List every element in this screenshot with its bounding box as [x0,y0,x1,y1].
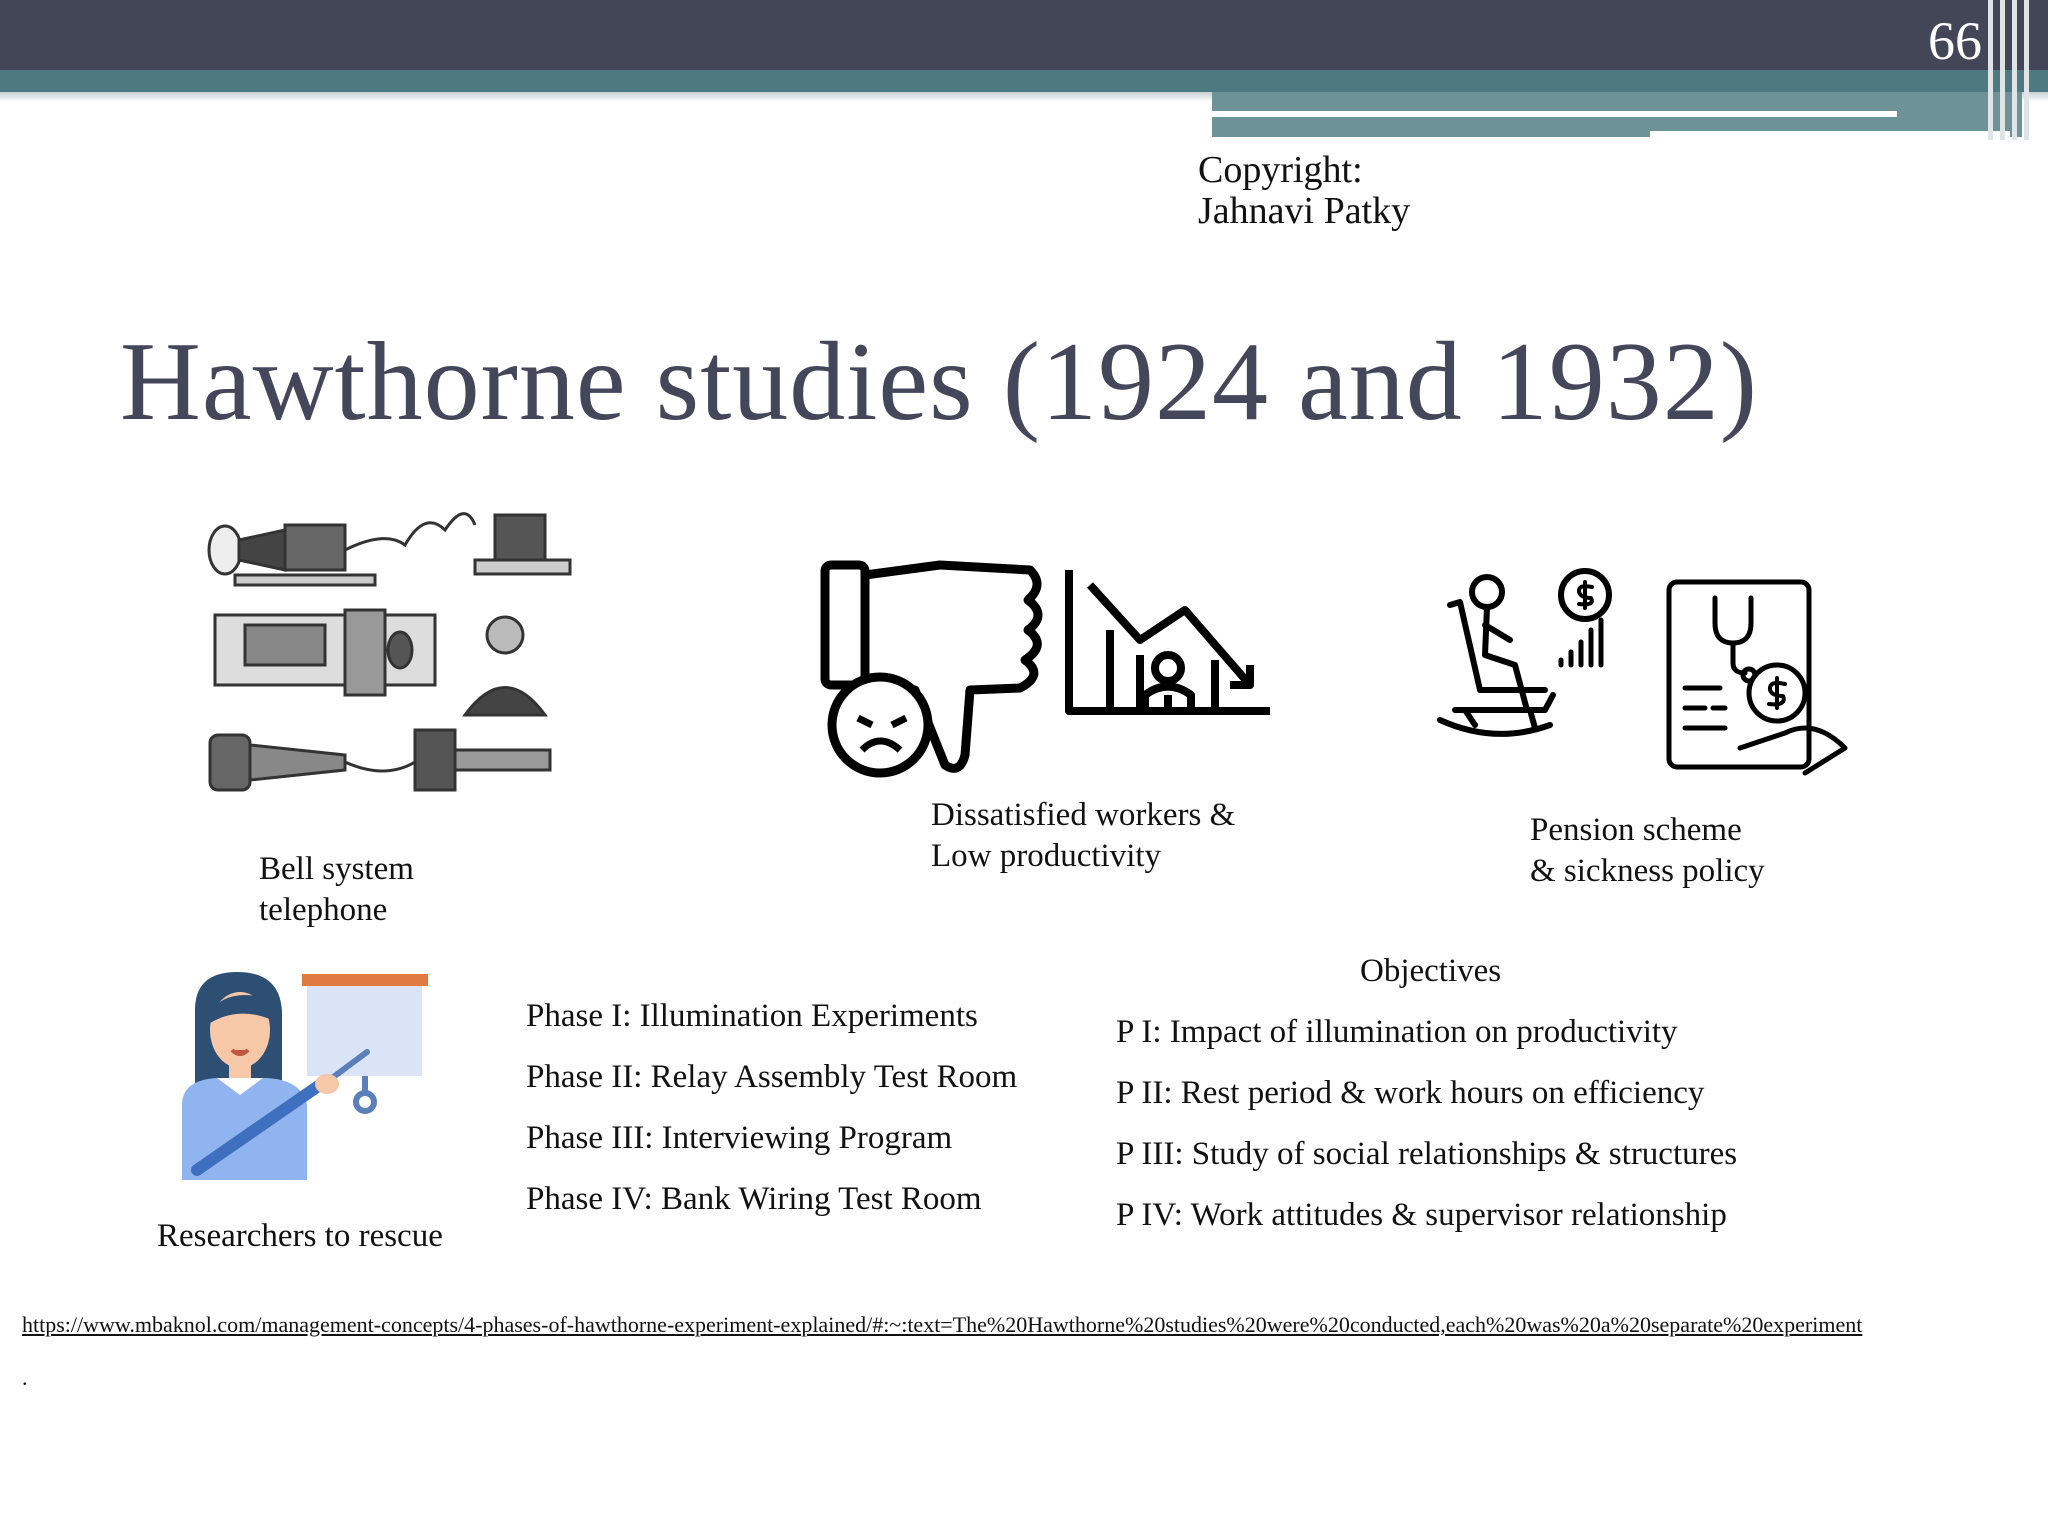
declining-chart-icon [1065,570,1270,715]
phase-item: Phase III: Interviewing Program [526,1120,953,1156]
header-bar [0,0,2048,70]
source-link[interactable]: https://www.mbaknol.com/management-concepts/4-phases-of-hawthorne-experiment-explained/#:~:text=The%20Hawthorne%20studies%20were%20conducted,each%20was%20a%20separate%20experiment [22,1312,1863,1337]
rocking-chair-pension-icon [1435,570,1615,745]
phase-item: Phase I: Illumination Experiments [526,998,978,1034]
objective-item: P III: Study of social relationships & structures [1116,1136,1738,1172]
header-stripe [2012,0,2017,140]
header-stripe [2024,0,2029,140]
trailing-dot: . [22,1365,28,1390]
researcher-presenting-icon [177,970,432,1185]
sad-face-icon [832,677,928,773]
header-divider-line [1212,111,1897,117]
objective-item: P I: Impact of illumination on productivity [1116,1014,1678,1050]
caption-researchers: Researchers to rescue [157,1218,443,1254]
header-divider-line [1650,131,2010,138]
telephone-icon [195,500,575,805]
thumbs-down-icon [820,560,1040,775]
objectives-heading: Objectives [1360,953,1502,989]
caption-dissatisfied-workers: Dissatisfied workers & Low productivity [931,797,1236,874]
slide-number: 66 [1928,11,1982,71]
health-policy-icon [1665,578,1850,773]
slide-title: Hawthorne studies (1924 and 1932) [120,320,1759,444]
header-stripe [2000,0,2005,140]
phase-item: Phase IV: Bank Wiring Test Room [526,1181,982,1217]
copyright-notice: Copyright: Jahnavi Patky [1198,149,1411,232]
caption-bell-telephone: Bell system telephone [259,851,414,928]
caption-pension-scheme: Pension scheme & sickness policy [1530,812,1765,889]
phase-item: Phase II: Relay Assembly Test Room [526,1059,1018,1095]
header-stripe [1988,0,1993,140]
objective-item: P IV: Work attitudes & supervisor relationship [1116,1197,1727,1233]
objective-item: P II: Rest period & work hours on efficiency [1116,1075,1705,1111]
header-accent-bar [0,70,2048,92]
